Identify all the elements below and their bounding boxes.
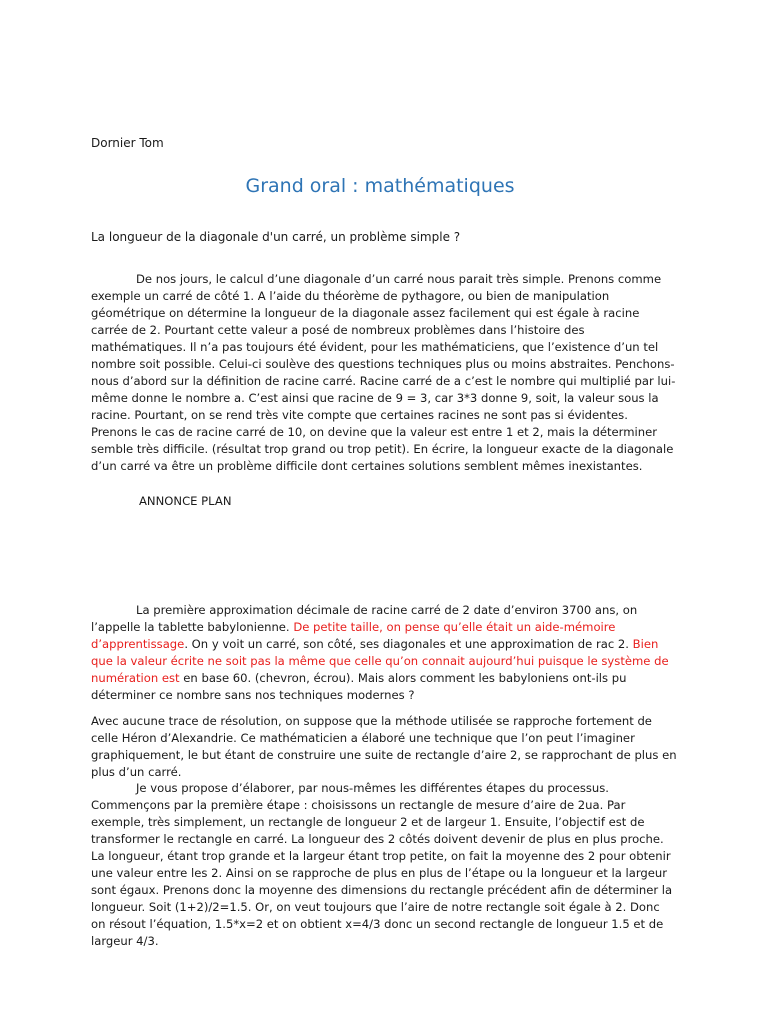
heron-paragraph: Avec aucune trace de résolution, on suppose que la méthode utilisée se rapproche fortement de celle Héron d’Alexandrie. Ce mathématicien a élaboré une technique que l’on peut l’imaginer graphiquement, le but étant de construire une suite de rectangle d’aire 2, se rapprochant de plus en plus d’un carré. bbox=[91, 714, 677, 779]
author-name: Dornier Tom bbox=[91, 136, 164, 150]
babylon-highlight-1: De petite taille, on pense qu’elle était un aide-mémoire d’apprentissage bbox=[91, 620, 616, 651]
intro-paragraph: De nos jours, le calcul d’une diagonale d’un carré nous parait très simple. Prenons comme exemple un carré de côté 1. A l’aide du théorème de pythagore, ou bien de manipulation géométrique on détermine la longueur de la diagonale assez facilement qui est égale à racine carrée de 2. Pourtant cette valeur a posé de nombreux problèmes dans l’histoire des mathématiques. Il n’a pas toujours été évident, pour les mathématiciens, que l’existence d’un tel nombre soit possible. Celui-ci soulève des questions techniques plus ou moins abstraites. Penchons-nous d’abord sur la définition de racine carré. Racine carré de a c’est le nombre qui multiplié par lui-même donne le nombre a. C’est ainsi que racine de 9 = 3, car 3*3 donne 9, soit, la valeur sous la racine. Pourtant, on se rend très vite compte que certaines racines ne sont pas si évidentes. Prenons le cas de racine carré de 10, on devine que la valeur est entre 1 et 2, mais la déterminer semble très difficile. (résultat trop grand ou trop petit). En écrire, la longueur exacte de la diagonale d’un carré va être un problème difficile dont certaines solutions semblent mêmes inexistantes. bbox=[91, 272, 676, 473]
method-paragraph: Je vous propose d’élaborer, par nous-mêmes les différentes étapes du processus. Commençons par la première étape : choisissons un rectangle de mesure d’aire de 2ua. Par exemple, très simplement, un rectangle de longueur 2 et de largeur 1. Ensuite, l’objectif est de transformer le rectangle en carré. La longueur des 2 côtés doivent devenir de plus en plus proche. La longueur, étant trop grande et la largeur étant trop petite, on fait la moyenne des 2 pour obtenir une valeur entre les 2. Ainsi on se rapproche de plus en plus de l’étape ou la longueur et la largeur sont égaux. Prenons donc la moyenne des dimensions du rectangle précédent afin de déterminer la longueur. Soit (1+2)/2=1.5. Or, on veut toujours que l’aire de notre rectangle soit égale à 2. Donc on résout l’équation, 1.5*x=2 et on obtient x=4/3 donc un second rectangle de longueur 1.5 et de largeur 4/3. bbox=[91, 781, 673, 948]
babylon-text-2: . On y voit un carré, son côté, ses diagonales et une approximation de rac 2. bbox=[184, 637, 633, 651]
babylon-text-1: La première approximation décimale de racine carré de 2 date d’environ 3700 ans, on l’appelle la tablette babylonienne. bbox=[91, 603, 638, 634]
document-subtitle: La longueur de la diagonale d'un carré, un problème simple ? bbox=[91, 230, 461, 244]
babylon-text-3: en base 60. (chevron, écrou). Mais alors comment les babyloniens ont-ils pu déterminer ce nombre sans nos techniques modernes ? bbox=[91, 671, 627, 702]
babylon-paragraph bbox=[91, 602, 677, 704]
document-title: Grand oral : mathématiques bbox=[245, 175, 515, 197]
plan-announcement: ANNONCE PLAN bbox=[139, 494, 232, 508]
babylon-highlight-2: Bien que la valeur écrite ne soit pas la même que celle qu’on connait aujourd’hui puisque le système de numération est bbox=[91, 637, 669, 685]
